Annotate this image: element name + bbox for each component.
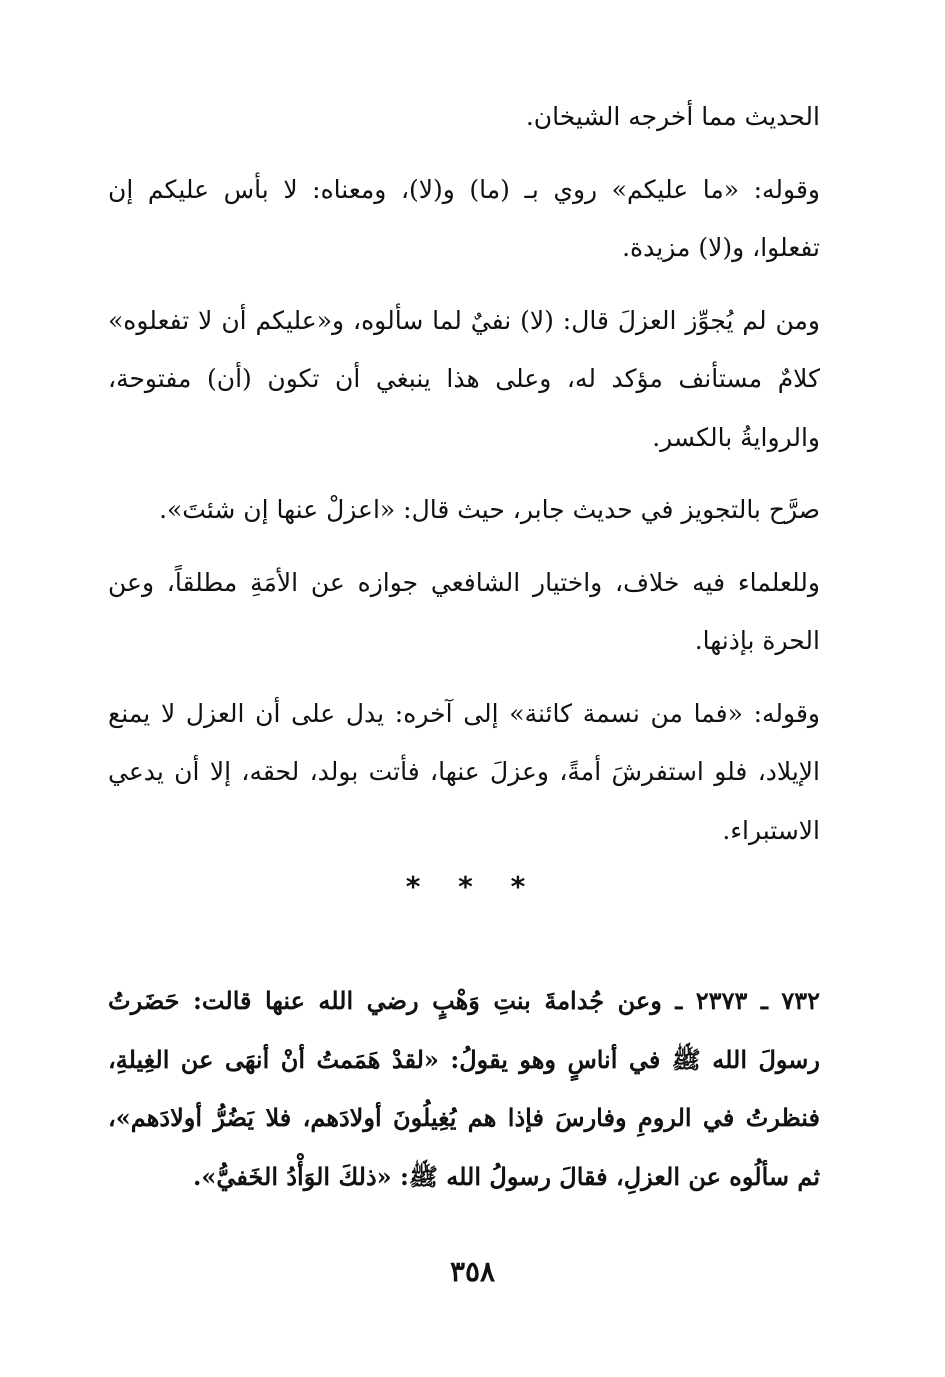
paragraph-6: وقوله: «فما من نسمة كائنة» إلى آخره: يدل على أن العزل لا يمنع الإيلاد، فلو استفرشَ أمةً، وعزلَ عنها، فأتت بولد، لحقه، إلا أن يدعي الاستبراء. xyxy=(108,698,820,845)
section-separator: * * * xyxy=(405,870,540,903)
hadith-text: ٧٣٢ ـ ٢٣٧٣ ـ وعن جُدامةَ بنتِ وَهْبٍ رضي الله عنها قالت: حَضَرتُ رسولَ الله ﷺ في أناسٍ وهو يقولُ: «لقدْ هَمَمتُ أنْ أنهَى عن الغِيلةِ، فنظرتُ في الرومِ وفارسَ فإذا هم يُغِيلُونَ أولادَهم، فلا يَضُرُّ أولادَهم»، ثم سألُوه عن العزلِ، فقالَ رسولُ الله ﷺ: «ذلكَ الوَأْدُ الخَفيُّ». xyxy=(108,986,820,1191)
paragraph-5: وللعلماء فيه خلاف، واختيار الشافعي جوازه عن الأمَةِ مطلقاً، وعن الحرة بإذنها. xyxy=(108,567,820,655)
page-number: ٣٥٨ xyxy=(449,1255,496,1288)
paragraph-1: الحديث مما أخرجه الشيخان. xyxy=(525,102,820,131)
paragraph-3: ومن لم يُجوِّز العزلَ قال: (لا) نفيٌ لما سألوه، و«عليكم أن لا تفعلوه» كلامٌ مستأنف مؤكد له، وعلى هذا ينبغي أن تكون (أن) مفتوحة، والروايةُ بالكسر. xyxy=(108,305,820,452)
commentary-text xyxy=(108,88,820,874)
paragraph-4: صرَّح بالتجويز في حديث جابر، حيث قال: «اعزلْ عنها إن شئتَ». xyxy=(159,495,820,524)
paragraph-2: وقوله: «ما عليكم» روي بـ (ما) و(لا)، ومعناه: لا بأس عليكم إن تفعلوا، و(لا) مزيدة. xyxy=(108,174,820,262)
